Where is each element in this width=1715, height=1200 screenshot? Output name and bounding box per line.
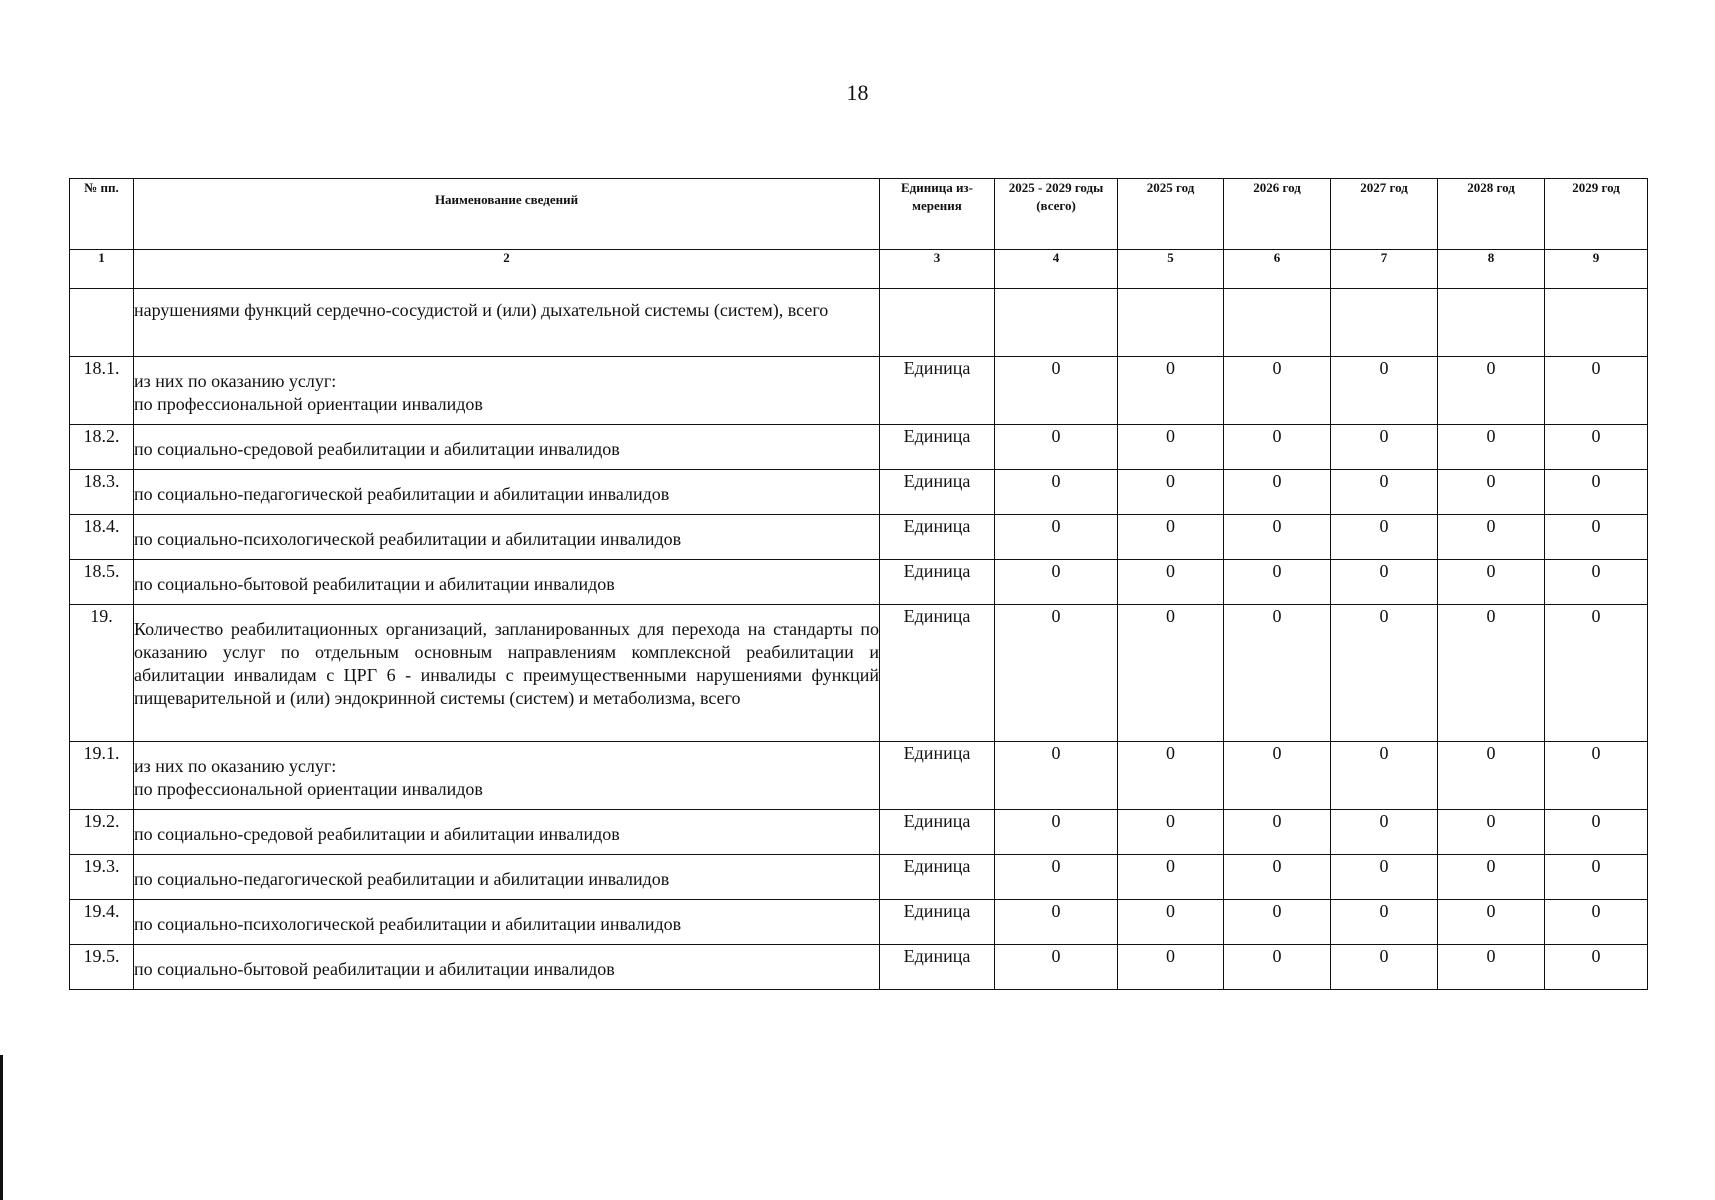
- row-name: по социально-бытовой реабилитации и абилитации инвалидов: [134, 560, 880, 605]
- row-unit: Единица: [880, 945, 995, 990]
- row-value-2025: 0: [1118, 742, 1224, 810]
- row-value-2025: 0: [1118, 470, 1224, 515]
- row-name-line: из них по оказанию услуг:: [134, 756, 337, 776]
- row-value-2029: 0: [1545, 855, 1648, 900]
- row-value-2026: 0: [1224, 425, 1331, 470]
- header-col-2029: 2029 год: [1545, 179, 1648, 250]
- row-unit: Единица: [880, 810, 995, 855]
- row-value-total: 0: [995, 560, 1118, 605]
- table-row: [70, 810, 1648, 855]
- page-number: 18: [846, 80, 869, 105]
- row-value-2027: 0: [1331, 605, 1438, 742]
- row-number: 18.4.: [70, 515, 134, 560]
- row-value-2025: 0: [1118, 945, 1224, 990]
- row-value-2029: 0: [1545, 425, 1648, 470]
- header-row: [70, 179, 1648, 250]
- data-table: [69, 178, 1648, 990]
- row-value-2029: 0: [1545, 742, 1648, 810]
- row-value-2027: 0: [1331, 742, 1438, 810]
- row-value-2026: 0: [1224, 900, 1331, 945]
- row-value-2029: 0: [1545, 515, 1648, 560]
- row-value-2028: 0: [1438, 945, 1545, 990]
- row-name: Количество реабилитационных организаций, запланированных для перехода на стандарты по оказанию услуг по отдельным основным направлениям комплексной реабилитации и абилитации инвалидам с ЦРГ 6 - инвалиды с преимущественными нарушениями функций пищеварительной и (или) эндокринной системы (систем) и метаболизма, всего: [134, 605, 880, 742]
- row-value-2026: 0: [1224, 470, 1331, 515]
- row-value-2025: 0: [1118, 900, 1224, 945]
- row-value-2025: 0: [1118, 560, 1224, 605]
- row-name: по социально-средовой реабилитации и абилитации инвалидов: [134, 810, 880, 855]
- row-value-2025: 0: [1118, 515, 1224, 560]
- row-value-total: 0: [995, 515, 1118, 560]
- row-value-total: 0: [995, 605, 1118, 742]
- row-value-2029: 0: [1545, 357, 1648, 425]
- row-value-2026: 0: [1224, 605, 1331, 742]
- row-value-total: 0: [995, 425, 1118, 470]
- row-unit: Единица: [880, 742, 995, 810]
- row-value-total: 0: [995, 742, 1118, 810]
- column-number-row: [70, 250, 1648, 289]
- row-number: 19.4.: [70, 900, 134, 945]
- row-value-2029: 0: [1545, 560, 1648, 605]
- row-value-total: 0: [995, 945, 1118, 990]
- row-value-total: 0: [995, 900, 1118, 945]
- col-number: 1: [70, 250, 134, 289]
- row-value-2025: 0: [1118, 357, 1224, 425]
- row-value-2027: 0: [1331, 470, 1438, 515]
- header-col-name: Наименование сведений: [134, 179, 880, 250]
- row-value-2029: 0: [1545, 605, 1648, 742]
- row-value-2027: 0: [1331, 900, 1438, 945]
- row-value-2025: [1118, 289, 1224, 357]
- row-value-2027: 0: [1331, 560, 1438, 605]
- row-value-2028: 0: [1438, 810, 1545, 855]
- col-number: 2: [134, 250, 880, 289]
- row-value-2026: 0: [1224, 515, 1331, 560]
- row-name-line: по профессиональной ориентации инвалидов: [134, 779, 483, 799]
- table-row: [70, 470, 1648, 515]
- row-value-2028: 0: [1438, 742, 1545, 810]
- table-row: [70, 900, 1648, 945]
- header-col-total: 2025 - 2029 годы (всего): [995, 179, 1118, 250]
- row-number: 18.3.: [70, 470, 134, 515]
- row-unit: Единица: [880, 357, 995, 425]
- row-unit: Единица: [880, 560, 995, 605]
- row-value-2027: 0: [1331, 357, 1438, 425]
- row-value-2029: 0: [1545, 900, 1648, 945]
- row-value-2026: 0: [1224, 945, 1331, 990]
- row-value-total: 0: [995, 810, 1118, 855]
- row-value-2027: 0: [1331, 515, 1438, 560]
- row-value-2026: 0: [1224, 810, 1331, 855]
- row-name: по социально-средовой реабилитации и абилитации инвалидов: [134, 425, 880, 470]
- row-unit: Единица: [880, 605, 995, 742]
- row-value-2027: 0: [1331, 425, 1438, 470]
- header-col-2027: 2027 год: [1331, 179, 1438, 250]
- row-value-2028: [1438, 289, 1545, 357]
- row-name: нарушениями функций сердечно-сосудистой и (или) дыхательной системы (систем), всего: [134, 289, 880, 357]
- row-value-2028: 0: [1438, 357, 1545, 425]
- row-value-2029: 0: [1545, 470, 1648, 515]
- row-name: [134, 357, 880, 425]
- header-col-no: № пп.: [70, 179, 134, 250]
- row-unit: Единица: [880, 900, 995, 945]
- row-number: 18.2.: [70, 425, 134, 470]
- row-value-total: 0: [995, 855, 1118, 900]
- header-col-2026: 2026 год: [1224, 179, 1331, 250]
- scan-edge-line: [0, 1055, 3, 1200]
- row-name: по социально-бытовой реабилитации и абилитации инвалидов: [134, 945, 880, 990]
- row-unit: Единица: [880, 425, 995, 470]
- row-unit: Единица: [880, 515, 995, 560]
- row-name: по социально-педагогической реабилитации и абилитации инвалидов: [134, 470, 880, 515]
- row-name: по социально-педагогической реабилитации и абилитации инвалидов: [134, 855, 880, 900]
- row-value-2026: 0: [1224, 742, 1331, 810]
- row-number: 18.5.: [70, 560, 134, 605]
- col-number: 5: [1118, 250, 1224, 289]
- table-row: [70, 425, 1648, 470]
- table-row: [70, 357, 1648, 425]
- row-value-2028: 0: [1438, 470, 1545, 515]
- col-number: 9: [1545, 250, 1648, 289]
- row-value-2028: 0: [1438, 425, 1545, 470]
- row-number: 19.3.: [70, 855, 134, 900]
- col-number: 8: [1438, 250, 1545, 289]
- row-number: 19.1.: [70, 742, 134, 810]
- row-value-2028: 0: [1438, 515, 1545, 560]
- table-row: [70, 855, 1648, 900]
- row-value-2027: 0: [1331, 945, 1438, 990]
- row-number: 19.2.: [70, 810, 134, 855]
- header-col-2025: 2025 год: [1118, 179, 1224, 250]
- table-row: [70, 515, 1648, 560]
- row-number: 18.1.: [70, 357, 134, 425]
- table-row: [70, 945, 1648, 990]
- row-name: по социально-психологической реабилитации и абилитации инвалидов: [134, 900, 880, 945]
- row-value-2026: 0: [1224, 855, 1331, 900]
- row-value-total: 0: [995, 357, 1118, 425]
- table-row: [70, 742, 1648, 810]
- col-number: 6: [1224, 250, 1331, 289]
- row-value-total: [995, 289, 1118, 357]
- row-value-2025: 0: [1118, 605, 1224, 742]
- col-number: 3: [880, 250, 995, 289]
- row-value-2025: 0: [1118, 855, 1224, 900]
- row-value-2028: 0: [1438, 560, 1545, 605]
- row-number: [70, 289, 134, 357]
- header-col-unit: Единица из-мерения: [880, 179, 995, 250]
- row-value-2027: [1331, 289, 1438, 357]
- table-row: [70, 605, 1648, 742]
- row-name: по социально-психологической реабилитации и абилитации инвалидов: [134, 515, 880, 560]
- row-value-2026: 0: [1224, 560, 1331, 605]
- row-unit: Единица: [880, 470, 995, 515]
- row-name: [134, 742, 880, 810]
- row-name-line: по профессиональной ориентации инвалидов: [134, 394, 483, 414]
- row-value-total: 0: [995, 470, 1118, 515]
- col-number: 4: [995, 250, 1118, 289]
- row-value-2025: 0: [1118, 425, 1224, 470]
- row-unit: [880, 289, 995, 357]
- row-name-line: из них по оказанию услуг:: [134, 371, 337, 391]
- row-value-2025: 0: [1118, 810, 1224, 855]
- table-row: [70, 560, 1648, 605]
- row-value-2026: [1224, 289, 1331, 357]
- row-value-2027: 0: [1331, 810, 1438, 855]
- header-col-2028: 2028 год: [1438, 179, 1545, 250]
- row-unit: Единица: [880, 855, 995, 900]
- row-value-2028: 0: [1438, 855, 1545, 900]
- row-value-2027: 0: [1331, 855, 1438, 900]
- row-value-2028: 0: [1438, 900, 1545, 945]
- table-row: [70, 289, 1648, 357]
- col-number: 7: [1331, 250, 1438, 289]
- row-value-2029: 0: [1545, 810, 1648, 855]
- row-number: 19.: [70, 605, 134, 742]
- row-value-2026: 0: [1224, 357, 1331, 425]
- row-value-2029: 0: [1545, 945, 1648, 990]
- row-value-2029: [1545, 289, 1648, 357]
- row-number: 19.5.: [70, 945, 134, 990]
- row-value-2028: 0: [1438, 605, 1545, 742]
